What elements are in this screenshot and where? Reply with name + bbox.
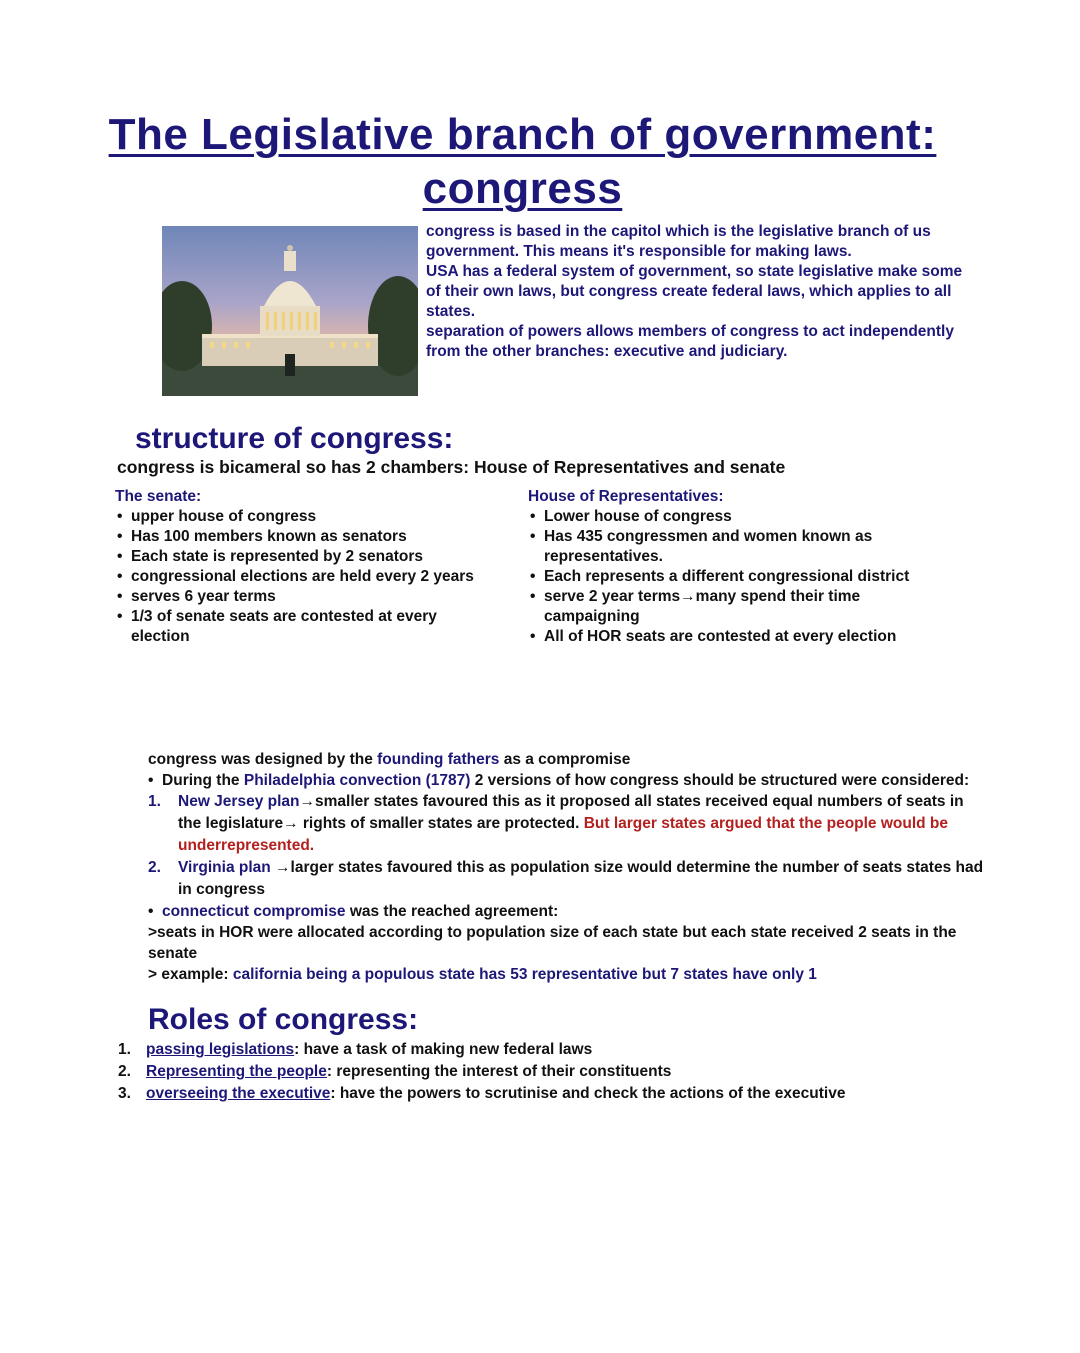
list-number: 1. — [148, 793, 161, 810]
senate-column — [115, 487, 485, 647]
intro-paragraph: USA has a federal system of government, so state legislative make some of their own laws, but congress create federal laws, which applies to all states. — [426, 263, 963, 320]
senate-title: The senate: — [115, 488, 202, 505]
text: was the reached agreement: — [345, 903, 559, 920]
text: as a compromise — [499, 751, 631, 768]
list-item: • serves 6 year terms — [131, 587, 485, 607]
list-item: • Lower house of congress — [544, 507, 928, 527]
text: →larger states favoured this as population size would determine the number of seats states had in congress — [178, 859, 984, 898]
capitol-image — [162, 226, 418, 396]
house-column — [528, 487, 928, 647]
text: →smaller states favoured this as it proposed all states received equal numbers of seats in the legislature→ rights of smaller states are protected. — [178, 793, 964, 832]
term-virginia-plan: Virginia plan — [178, 859, 271, 876]
text: : have the powers to scrutinise and check the actions of the executive — [330, 1085, 846, 1102]
list-item: • Each state is represented by 2 senators — [131, 547, 485, 567]
list-item — [118, 1039, 845, 1061]
text: : have a task of making new federal laws — [294, 1041, 593, 1058]
roles-list — [118, 1039, 845, 1105]
text: congress was designed by the — [148, 751, 378, 768]
list-number: 3. — [118, 1085, 131, 1102]
list-item: • All of HOR seats are contested at every election — [544, 627, 928, 647]
text: >seats in HOR were allocated according to population size of each state but each state received 2 seats in the senate — [148, 924, 957, 962]
term-founding-fathers: founding fathers — [377, 751, 500, 768]
text: 2 versions of how congress should be structured were considered: — [470, 772, 970, 789]
history-section: congress was designed by the founding fathers as a compromise • During the Philadelphia convection (1787) 2 versions of how congress should be structured were considered: 1. New Jersey plan→smaller states favoured this as it proposed all states received equal numbers of seats in the legislature→ rights of smaller states are protected. But larger states argued that the people would be underrepresented. 2. Virginia plan →larger states favoured this as population size would determine the number of seats states had in congress • connecticut compromise was the reached agreement: >seats in HOR were allocated according to population size of each state but each state received 2 seats in the senate > example: california being a populous state has 53 representative but 7 states have only 1 — [148, 749, 988, 985]
list-number: 2. — [118, 1063, 131, 1080]
list-item: • upper house of congress — [131, 507, 485, 527]
intro-text — [426, 222, 966, 362]
role-term: overseeing the executive — [146, 1085, 331, 1102]
term-new-jersey-plan: New Jersey plan — [178, 793, 300, 810]
list-item: • Each represents a different congressional district — [544, 567, 928, 587]
example-text: california being a populous state has 53 representative but 7 states have only 1 — [232, 966, 817, 983]
list-item: • 1/3 of senate seats are contested at every election — [131, 607, 485, 647]
text: : representing the interest of their constituents — [326, 1063, 672, 1080]
list-item — [118, 1061, 845, 1083]
page-title: The Legislative branch of government: — [108, 110, 937, 159]
text: > example: — [148, 966, 233, 983]
structure-heading: structure of congress: — [135, 422, 454, 455]
list-number: 1. — [118, 1041, 131, 1058]
role-term: passing legislations — [146, 1041, 295, 1058]
role-term: Representing the people — [146, 1063, 327, 1080]
list-item: • Has 435 congressmen and women known as representatives. — [544, 527, 928, 567]
structure-subheading: congress is bicameral so has 2 chambers: House of Representatives and senate — [117, 457, 786, 477]
counterargument: But larger states argued that the people would be underrepresented. — [178, 815, 949, 854]
roles-heading: Roles of congress: — [148, 1003, 419, 1036]
text: During the — [162, 772, 244, 789]
term-connecticut: connecticut compromise — [162, 903, 346, 920]
house-title: House of Representatives: — [528, 488, 724, 505]
list-number: 2. — [148, 859, 161, 876]
list-item: • Has 100 members known as senators — [131, 527, 485, 547]
list-item — [118, 1083, 845, 1105]
list-item: • congressional elections are held every 2 years — [131, 567, 485, 587]
intro-paragraph: separation of powers allows members of congress to act independently from the other branches: executive and judiciary. — [426, 323, 954, 360]
list-item: • serve 2 year terms→many spend their time campaigning — [544, 587, 928, 627]
intro-paragraph: congress is based in the capitol which is the legislative branch of us government. This means it's responsible for making laws. — [426, 223, 931, 260]
page-title-line2: congress — [422, 164, 623, 213]
term-philadelphia: Philadelphia convection (1787) — [243, 772, 471, 789]
